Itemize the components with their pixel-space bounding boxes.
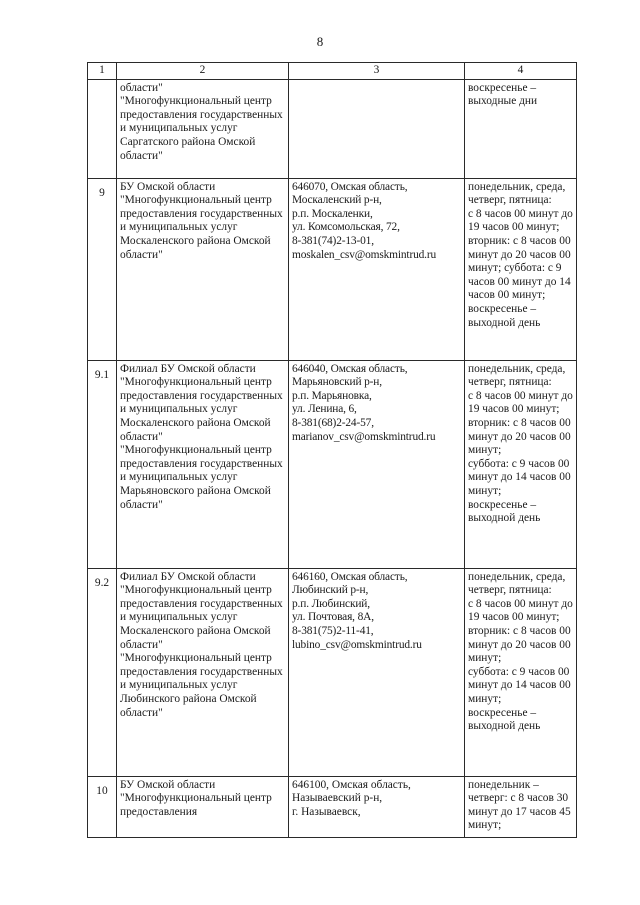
organization-cell: БУ Омской области "Многофункциональный центр предоставления государственных и муниципальных услуг Москаленского района Омской области" [117, 178, 289, 360]
hours-cell: понедельник – четверг: с 8 часов 30 минут до 17 часов 45 минут; [465, 776, 577, 837]
address-cell: 646160, Омская область, Любинский р-н, р.п. Любинский, ул. Почтовая, 8А, 8-381(75)2-11-41, lubino_csv@omskmintrud.ru [289, 568, 465, 776]
row-number: 9.1 [88, 360, 117, 568]
organization-cell: Филиал БУ Омской области "Многофункциональный центр предоставления государственных и муниципальных услуг Москаленского района Омской области" "Многофункциональный центр предоставления государственных и муниципальных услуг Любинского района Омской области" [117, 568, 289, 776]
column-header: 4 [465, 63, 577, 80]
organization-cell: БУ Омской области "Многофункциональный центр предоставления [117, 776, 289, 837]
organization-cell: Филиал БУ Омской области "Многофункциональный центр предоставления государственных и муниципальных услуг Москаленского района Омской области" "Многофункциональный центр предоставления государственных и муниципальных услуг Марьяновского района Омской области" [117, 360, 289, 568]
address-cell [289, 79, 465, 178]
table-row [88, 776, 577, 837]
table-row [88, 79, 577, 178]
hours-cell: понедельник, среда, четверг, пятница: с 8 часов 00 минут до 19 часов 00 минут; вторник: с 8 часов 00 минут до 20 часов 00 минут; суббота: с 9 часов 00 минут до 14 часов 00 минут; воскресенье – выходной день [465, 178, 577, 360]
page-number: 8 [316, 34, 324, 49]
column-header: 2 [117, 63, 289, 80]
hours-cell: воскресенье – выходные дни [465, 79, 577, 178]
table-row [88, 178, 577, 360]
row-number: 10 [88, 776, 117, 837]
column-header: 3 [289, 63, 465, 80]
address-cell: 646100, Омская область, Называевский р-н, г. Называевск, [289, 776, 465, 837]
row-number: 9 [88, 178, 117, 360]
column-header: 1 [88, 63, 117, 80]
hours-cell: понедельник, среда, четверг, пятница: с 8 часов 00 минут до 19 часов 00 минут; вторник: с 8 часов 00 минут до 20 часов 00 минут; суббота: с 9 часов 00 минут до 14 часов 00 минут; воскресенье – выходной день [465, 360, 577, 568]
hours-cell: понедельник, среда, четверг, пятница: с 8 часов 00 минут до 19 часов 00 минут; вторник: с 8 часов 00 минут до 20 часов 00 минут; суббота: с 9 часов 00 минут до 14 часов 00 минут; воскресенье – выходной день [465, 568, 577, 776]
table-row [88, 568, 577, 776]
organization-cell: области" "Многофункциональный центр предоставления государственных и муниципальных услуг Саргатского района Омской области" [117, 79, 289, 178]
address-cell: 646040, Омская область, Марьяновский р-н, р.п. Марьяновка, ул. Ленина, 6, 8-381(68)2-24-57, marianov_csv@omskmintrud.ru [289, 360, 465, 568]
table-header-row [88, 63, 577, 80]
table-row [88, 360, 577, 568]
row-number: 9.2 [88, 568, 117, 776]
row-number [88, 79, 117, 178]
address-cell: 646070, Омская область, Москаленский р-н, р.п. Москаленки, ул. Комсомольская, 72, 8-381(74)2-13-01, moskalen_csv@omskmintrud.ru [289, 178, 465, 360]
offices-table [87, 62, 577, 838]
